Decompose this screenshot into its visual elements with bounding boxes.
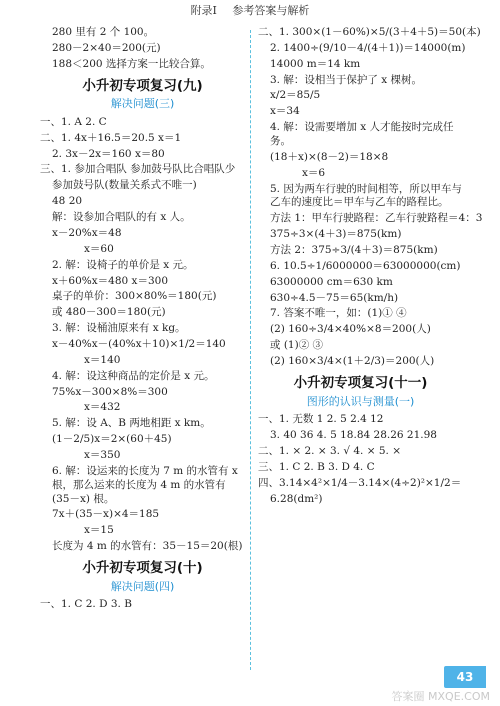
answer-line: 2. 1400÷(9/10－4/(4＋1))＝14000(m) [270, 41, 466, 54]
section-title: 小升初专项复习(十) [82, 559, 203, 576]
answer-line: 5. 因为两车行驶的时间相等，所以甲车与乙车的速度比＝甲车与乙车的路程比。 [270, 182, 462, 209]
answer-line: 3. 40 36 4. 5 18.84 28.26 21.98 [270, 429, 437, 442]
watermark-logo: 答案圈 MXQE.COM [391, 690, 490, 703]
header-title: 参考答案与解析 [232, 4, 310, 17]
answer-line: 188＜200 选择方案一比较合算。 [52, 57, 211, 70]
answer-line: x＝432 [84, 401, 121, 414]
section-subtitle: 解决问题(四) [110, 579, 175, 593]
answer-line: 75%x－300×8%＝300 [52, 385, 168, 398]
answer-line: 一、1. 无数 1 2. 5 2.4 12 [258, 413, 384, 426]
answer-line: 5. 解：设 A、B 两地相距 x km。 [52, 417, 211, 430]
answer-line: 或 480－300＝180(元) [52, 306, 166, 319]
answer-line: 4. 解：设这种商品的定价是 x 元。 [52, 369, 215, 382]
answer-line: 63000000 cm＝630 km [270, 275, 393, 288]
right-column [258, 24, 483, 508]
answer-line: x＝34 [270, 105, 300, 118]
answer-line: x＝60 [84, 242, 114, 255]
answer-line: 二、1. 300×(1－60%)×5/(3＋4＋5)＝50(本) [258, 26, 481, 38]
answer-line: x＝350 [84, 448, 121, 461]
answer-line: 桌子的单价：300×80%＝180(元) [52, 290, 217, 303]
section-subtitle: 解决问题(三) [110, 97, 175, 111]
answer-line: 7x＋(35－x)×4＝185 [52, 508, 160, 521]
answer-line: 6. 解：设运来的长度为 7 m 的水管有 x 根，那么运来的长度为 4 m 的水管有 (35－x) 根。 [52, 464, 238, 505]
answer-line: x＝6 [302, 166, 326, 179]
answer-line: x＋60%x＝480 x＝300 [52, 274, 169, 287]
answer-line: (18＋x)×(8－2)＝18×8 [270, 150, 389, 163]
page-number: 43 [444, 666, 486, 688]
answer-line: 三、1. C 2. B 3. D 4. C [258, 460, 375, 473]
answer-line: 参加鼓号队(数量关系式不唯一) [52, 179, 197, 192]
answer-line: (1－2/5)x＝2×(60＋45) [52, 433, 172, 446]
section-subtitle: 图形的认识与测量(一) [306, 394, 415, 408]
answer-line: 48 20 [52, 195, 83, 208]
answer-line: 7. 答案不唯一，如：(1)① ④ [270, 307, 407, 320]
answer-line: 280－2×40＝200(元) [52, 41, 161, 54]
column-divider [250, 30, 251, 670]
answer-line: 或 (1)② ③ [270, 339, 324, 352]
answer-line: 6. 10.5÷1/6000000＝63000000(cm) [270, 259, 461, 272]
answer-line: 2. 3x－2x＝160 x＝80 [52, 147, 165, 160]
answer-line: (2) 160×3/4×(1＋2/3)＝200(人) [270, 355, 435, 368]
answer-line: 2. 解：设椅子的单价是 x 元。 [52, 258, 194, 271]
answer-line: x/2＝85/5 [270, 89, 321, 102]
answer-line: 6.28(dm²) [270, 492, 323, 505]
answer-line: (2) 160÷3/4×40%×8＝200(人) [270, 323, 431, 336]
answer-line: x－20%x＝48 [52, 226, 122, 239]
answer-line: 280 里有 2 个 100。 [52, 26, 155, 38]
answer-line: x＝140 [84, 353, 121, 366]
answer-line: x－40%x－(40%x＋10)×1/2＝140 [52, 337, 226, 350]
answer-line: 二、1. 4x＋16.5＝20.5 x＝1 [40, 131, 182, 144]
answer-line: 3. 解：设相当于保护了 x 棵树。 [270, 73, 422, 86]
left-column [40, 24, 245, 614]
answer-line: 4. 解：设需要增加 x 人才能按时完成任务。 [270, 121, 454, 148]
answer-line: 630÷4.5－75＝65(km/h) [270, 291, 399, 304]
answer-line: 三、1. 参加合唱队 参加鼓号队比合唱队少 [40, 163, 236, 176]
answer-line: 14000 m＝14 km [270, 57, 361, 70]
appendix-label: 附录Ⅰ [190, 4, 217, 17]
answer-line: 方法 2：375÷3/(4＋3)＝875(km) [270, 244, 438, 257]
answer-line: 解：设参加合唱队的有 x 人。 [52, 211, 191, 224]
answer-line: 375÷3×(4＋3)＝875(km) [270, 228, 402, 241]
page-header [0, 0, 500, 22]
answer-line: 四、3.14×4²×1/4－3.14×(4÷2)²×1/2＝ [258, 476, 462, 489]
answer-line: 长度为 4 m 的水管有：35－15＝20(根) [52, 540, 243, 553]
answer-line: 方法 1：甲车行驶路程：乙车行驶路程＝4：3 [270, 212, 483, 225]
answer-line: 一、1. C 2. D 3. B [40, 598, 132, 611]
section-title: 小升初专项复习(九) [82, 77, 203, 94]
answer-line: x＝15 [84, 524, 114, 537]
answer-line: 二、1. × 2. × 3. √ 4. × 5. × [258, 444, 402, 457]
section-title: 小升初专项复习(十一) [293, 374, 428, 391]
answer-line: 一、1. A 2. C [40, 115, 107, 128]
answer-line: 3. 解：设桶油原来有 x kg。 [52, 322, 186, 335]
